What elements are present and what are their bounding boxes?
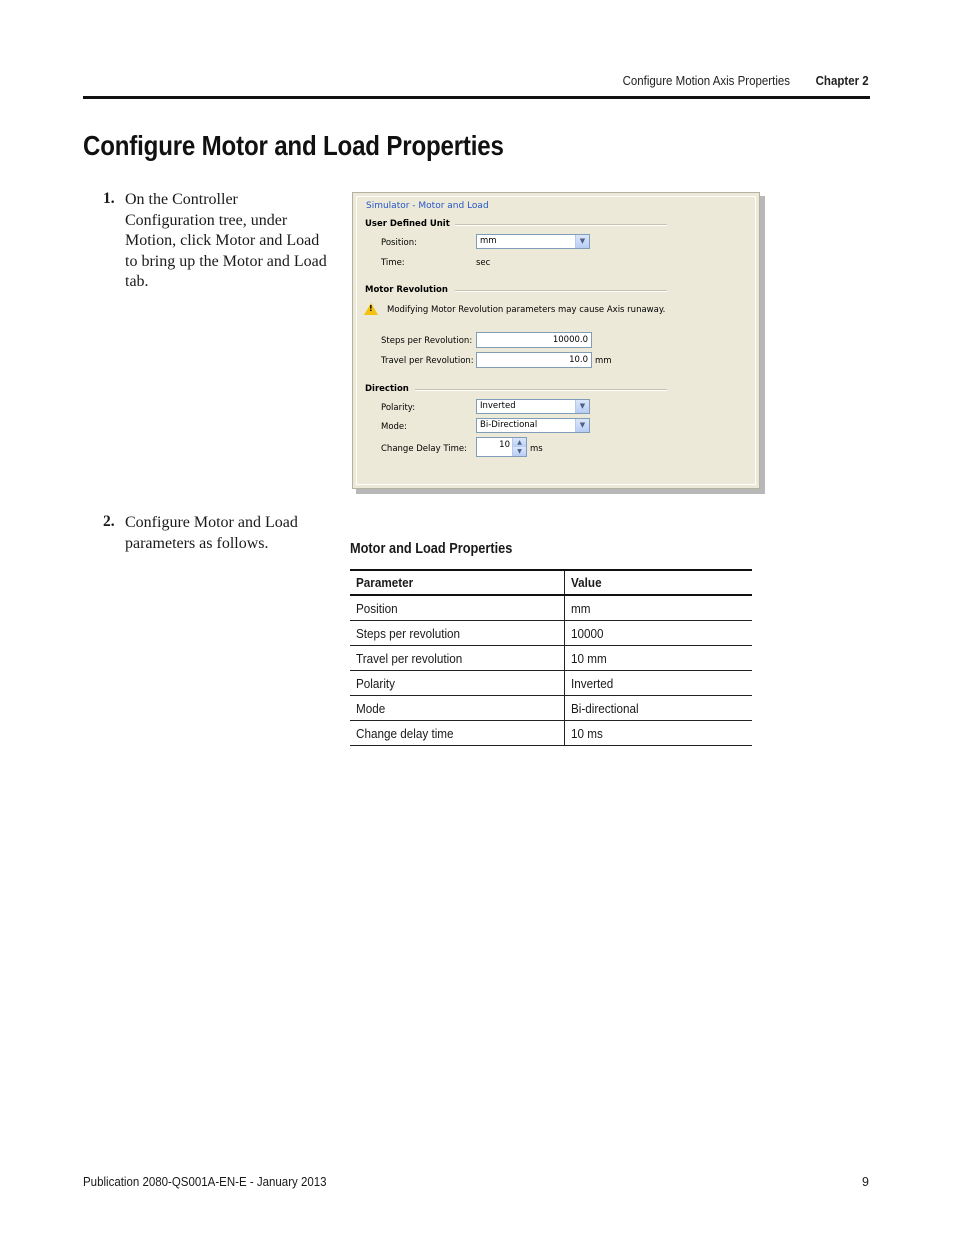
table-row	[350, 595, 752, 621]
motor-load-panel	[352, 192, 760, 489]
table-cell	[565, 671, 753, 696]
table-row	[350, 646, 752, 671]
spin-up-icon[interactable]: ▲	[512, 438, 526, 447]
change-delay-time-stepper[interactable]	[476, 437, 527, 457]
group-divider	[455, 290, 667, 292]
table-cell	[565, 595, 753, 621]
position-select[interactable]	[476, 234, 590, 249]
footer-publication: Publication 2080-QS001A-EN-E - January 2013	[83, 1175, 327, 1189]
table-cell	[350, 621, 565, 646]
travel-per-revolution-label: Travel per Revolution:	[381, 356, 474, 366]
chevron-down-icon[interactable]: ▼	[575, 235, 589, 248]
polarity-select-value: Inverted	[480, 401, 516, 411]
group-divider	[415, 389, 667, 391]
header-rule	[83, 96, 870, 99]
cell-text: Polarity	[356, 675, 396, 691]
group-direction: Direction	[365, 384, 409, 394]
group-motor-revolution: Motor Revolution	[365, 285, 448, 295]
change-delay-time-value: 10	[499, 440, 510, 450]
cell-text: Bi-directional	[571, 700, 639, 716]
position-select-value: mm	[480, 236, 497, 246]
spin-down-icon[interactable]: ▼	[512, 447, 526, 456]
header-section-title: Configure Motion Axis Properties	[622, 74, 790, 88]
time-value: sec	[476, 258, 491, 268]
steps-per-revolution-label: Steps per Revolution:	[381, 336, 473, 346]
table-row	[350, 696, 752, 721]
table-row	[350, 671, 752, 696]
table-row	[350, 621, 752, 646]
panel-title: Simulator - Motor and Load	[366, 201, 489, 211]
cell-text: Travel per revolution	[356, 650, 463, 666]
table-cell	[350, 595, 565, 621]
cell-text: Position	[356, 600, 398, 616]
travel-per-revolution-input[interactable]: 10.0	[476, 352, 592, 368]
polarity-select[interactable]	[476, 399, 590, 414]
page-title: Configure Motor and Load Properties	[83, 130, 504, 161]
cell-text: 10000	[571, 625, 604, 641]
delay-unit: ms	[530, 444, 543, 454]
table-header-cell	[565, 570, 753, 595]
warning-text: Modifying Motor Revolution parameters may cause Axis runaway.	[387, 305, 666, 315]
table-cell	[350, 721, 565, 746]
step-1-text: On the Controller Configuration tree, under Motion, click Motor and Load to bring up the Motor and Load tab.	[125, 191, 327, 290]
page-number: 9	[862, 1175, 869, 1189]
properties-table	[350, 569, 752, 746]
table-cell	[350, 671, 565, 696]
cell-text: Inverted	[571, 675, 614, 691]
table-cell	[350, 646, 565, 671]
group-user-defined-unit: User Defined Unit	[365, 219, 450, 229]
chevron-down-icon[interactable]: ▼	[575, 400, 589, 413]
header-value: Value	[571, 575, 602, 590]
mode-select[interactable]	[476, 418, 590, 433]
table-cell	[565, 621, 753, 646]
time-label: Time:	[381, 258, 405, 268]
position-label: Position:	[381, 238, 417, 248]
table-header-row	[350, 570, 752, 595]
header-parameter: Parameter	[356, 575, 414, 590]
change-delay-time-label: Change Delay Time:	[381, 444, 467, 454]
travel-unit: mm	[595, 356, 612, 366]
mode-label: Mode:	[381, 422, 408, 432]
table-caption: Motor and Load Properties	[350, 541, 513, 557]
table-cell	[350, 696, 565, 721]
table-cell	[565, 646, 753, 671]
mode-select-value: Bi-Directional	[480, 420, 538, 430]
steps-per-revolution-input[interactable]: 10000.0	[476, 332, 592, 348]
cell-text: 10 mm	[571, 650, 607, 666]
header-chapter: Chapter 2	[815, 74, 869, 88]
polarity-label: Polarity:	[381, 403, 416, 413]
table-header-cell	[350, 570, 565, 595]
cell-text: 10 ms	[571, 725, 603, 741]
cell-text: mm	[571, 600, 591, 616]
step-2-number: 2.	[103, 513, 115, 530]
cell-text: Steps per revolution	[356, 625, 461, 641]
group-divider	[455, 224, 667, 226]
cell-text: Mode	[356, 700, 386, 716]
table-cell	[565, 721, 753, 746]
warning-icon: !	[364, 303, 378, 315]
step-1-number: 1.	[103, 190, 115, 207]
table-cell	[565, 696, 753, 721]
cell-text: Change delay time	[356, 725, 454, 741]
table-row	[350, 721, 752, 746]
chevron-down-icon[interactable]: ▼	[575, 419, 589, 432]
step-2-text: Configure Motor and Load parameters as follows.	[125, 514, 298, 552]
